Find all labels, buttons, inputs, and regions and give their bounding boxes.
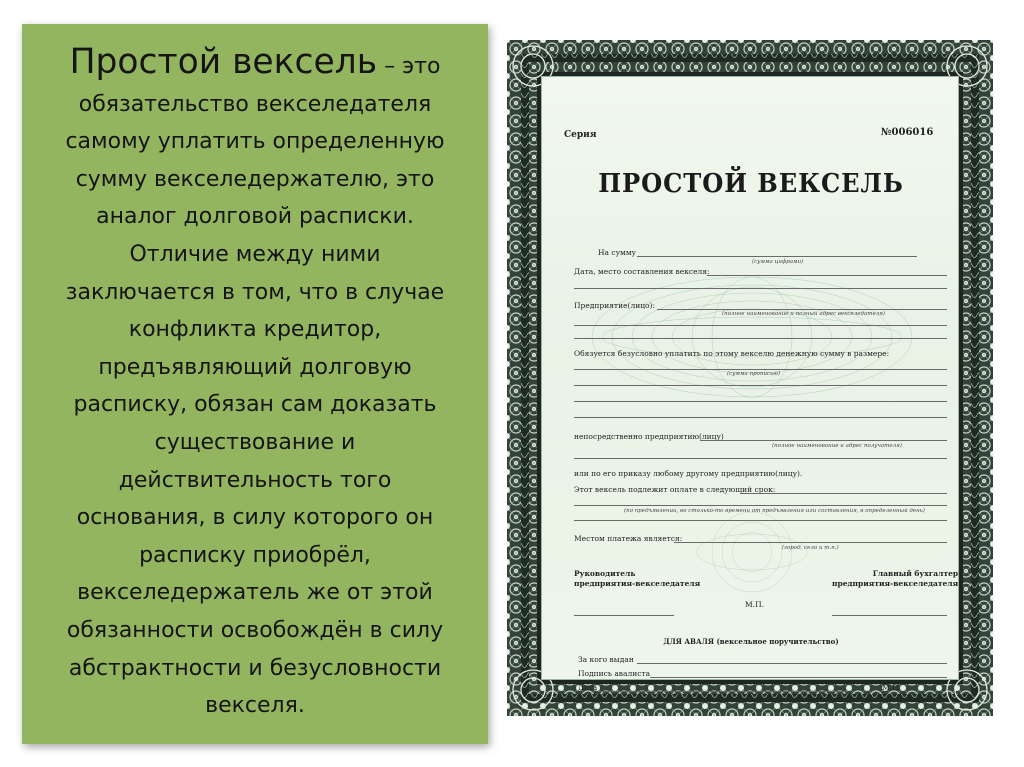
sum-line	[637, 256, 917, 257]
date-place-label: Дата, место составления векселя:	[574, 267, 710, 276]
aval-title: ДЛЯ АВАЛЯ (вексельное поручительство)	[663, 637, 839, 646]
head-signatory-label	[574, 569, 700, 589]
payment-place-hint: (город, село и т.п.)	[782, 545, 839, 551]
serial-number: №006016	[880, 127, 934, 138]
direct-line	[700, 440, 947, 441]
definition-line: самому уплатить определенную	[65, 129, 445, 155]
aval-sign-line	[650, 677, 947, 678]
accountant-signature-line	[832, 615, 947, 616]
definition-line: Отличие между ними	[129, 241, 381, 267]
obligation-line-2	[574, 385, 947, 386]
definition-panel	[22, 24, 488, 744]
definition-title-line	[36, 44, 474, 86]
definition-line: расписку, обязан сам доказать	[73, 392, 437, 418]
definition-line: обязанности освобождён в силу	[66, 617, 444, 643]
aval-for-line	[637, 663, 947, 664]
head-signature-line	[574, 615, 674, 616]
aval-date-label: Дата	[578, 683, 598, 692]
enterprise-label: Предприятие(лицо):	[574, 301, 655, 310]
aval-for-label: За кого выдан	[578, 655, 634, 664]
head-label-line2: предприятия-векселедателя	[574, 579, 701, 588]
definition-title: Простой вексель	[69, 42, 378, 82]
order-label: или по его приказу любому другому предприятию(лицу).	[574, 469, 803, 478]
term-hint: (по предъявлении, во столько-то времени от предъявления или составления, в определенный день)	[624, 508, 925, 514]
term-label: Этот вексель подлежит оплате в следующий срок:	[574, 485, 776, 494]
definition-line: векселедержатель же от этой	[77, 580, 433, 606]
sum-label: На сумму	[598, 248, 637, 257]
enterprise-hint: (полное наименование и полный адрес векселедателя)	[722, 311, 886, 317]
sum-hint: (сумма цифрами)	[752, 259, 804, 265]
definition-line: векселя.	[205, 693, 305, 719]
date-place-line-2	[574, 288, 947, 289]
date-place-line	[707, 275, 947, 276]
enterprise-line-3	[574, 338, 947, 339]
obligation-label: Обязуется безусловно уплатить по этому векселю денежную сумму в размере:	[574, 349, 890, 358]
definition-line: действительность того	[118, 467, 392, 493]
head-label-line1: Руководитель	[574, 569, 636, 578]
definition-line: сумму векселедержателю, это	[75, 166, 435, 192]
definition-line: конфликта кредитор,	[128, 317, 382, 343]
payment-place-label: Местом платежа является:	[574, 534, 683, 543]
obligation-line	[574, 369, 947, 370]
aval-sign-label: Подпись авалиста	[578, 669, 651, 678]
note-title: ПРОСТОЙ ВЕКСЕЛЬ	[598, 169, 904, 199]
obligation-line-4	[574, 417, 947, 418]
definition-line: заключается в том, что в случае	[65, 279, 445, 305]
obligation-line-3	[574, 401, 947, 402]
direct-label: непосредственно предприятию(лицу)	[574, 432, 724, 441]
series-label: Серия	[564, 130, 597, 140]
definition-line: абстрактности и безусловности	[68, 655, 442, 681]
term-line-3	[574, 520, 947, 521]
definition-line: расписку приобрёл,	[139, 542, 371, 568]
accountant-signatory-label	[832, 569, 958, 589]
direct-hint: (полное наименование и адрес получателя)	[772, 443, 902, 449]
aval-date-line	[598, 691, 848, 692]
term-line	[740, 493, 947, 494]
direct-line-2	[574, 458, 947, 459]
definition-text	[36, 44, 474, 725]
definition-line: предъявляющий долговую	[98, 354, 412, 380]
sum-words-hint: (сумма прописью)	[727, 371, 781, 377]
definition-line: аналог долговой расписки.	[96, 204, 414, 230]
stamp-place-label: М.П.	[745, 600, 764, 609]
aval-stamp-label: М.П.	[882, 683, 901, 692]
definition-line: основания, в силу которого он	[76, 505, 434, 531]
enterprise-line	[657, 309, 947, 310]
enterprise-line-2	[574, 325, 947, 326]
definition-title-suffix: – это	[377, 54, 441, 79]
note-document	[541, 76, 959, 692]
definition-line: обязательство векселедателя	[78, 91, 432, 117]
payment-place-line	[674, 542, 947, 543]
accountant-label-line2: предприятия-векселедателя	[832, 579, 959, 588]
term-line-2	[574, 505, 947, 506]
definition-line: существование и	[154, 429, 356, 455]
accountant-label-line1: Главный бухгалтер	[872, 569, 959, 578]
promissory-note-image	[507, 40, 993, 716]
